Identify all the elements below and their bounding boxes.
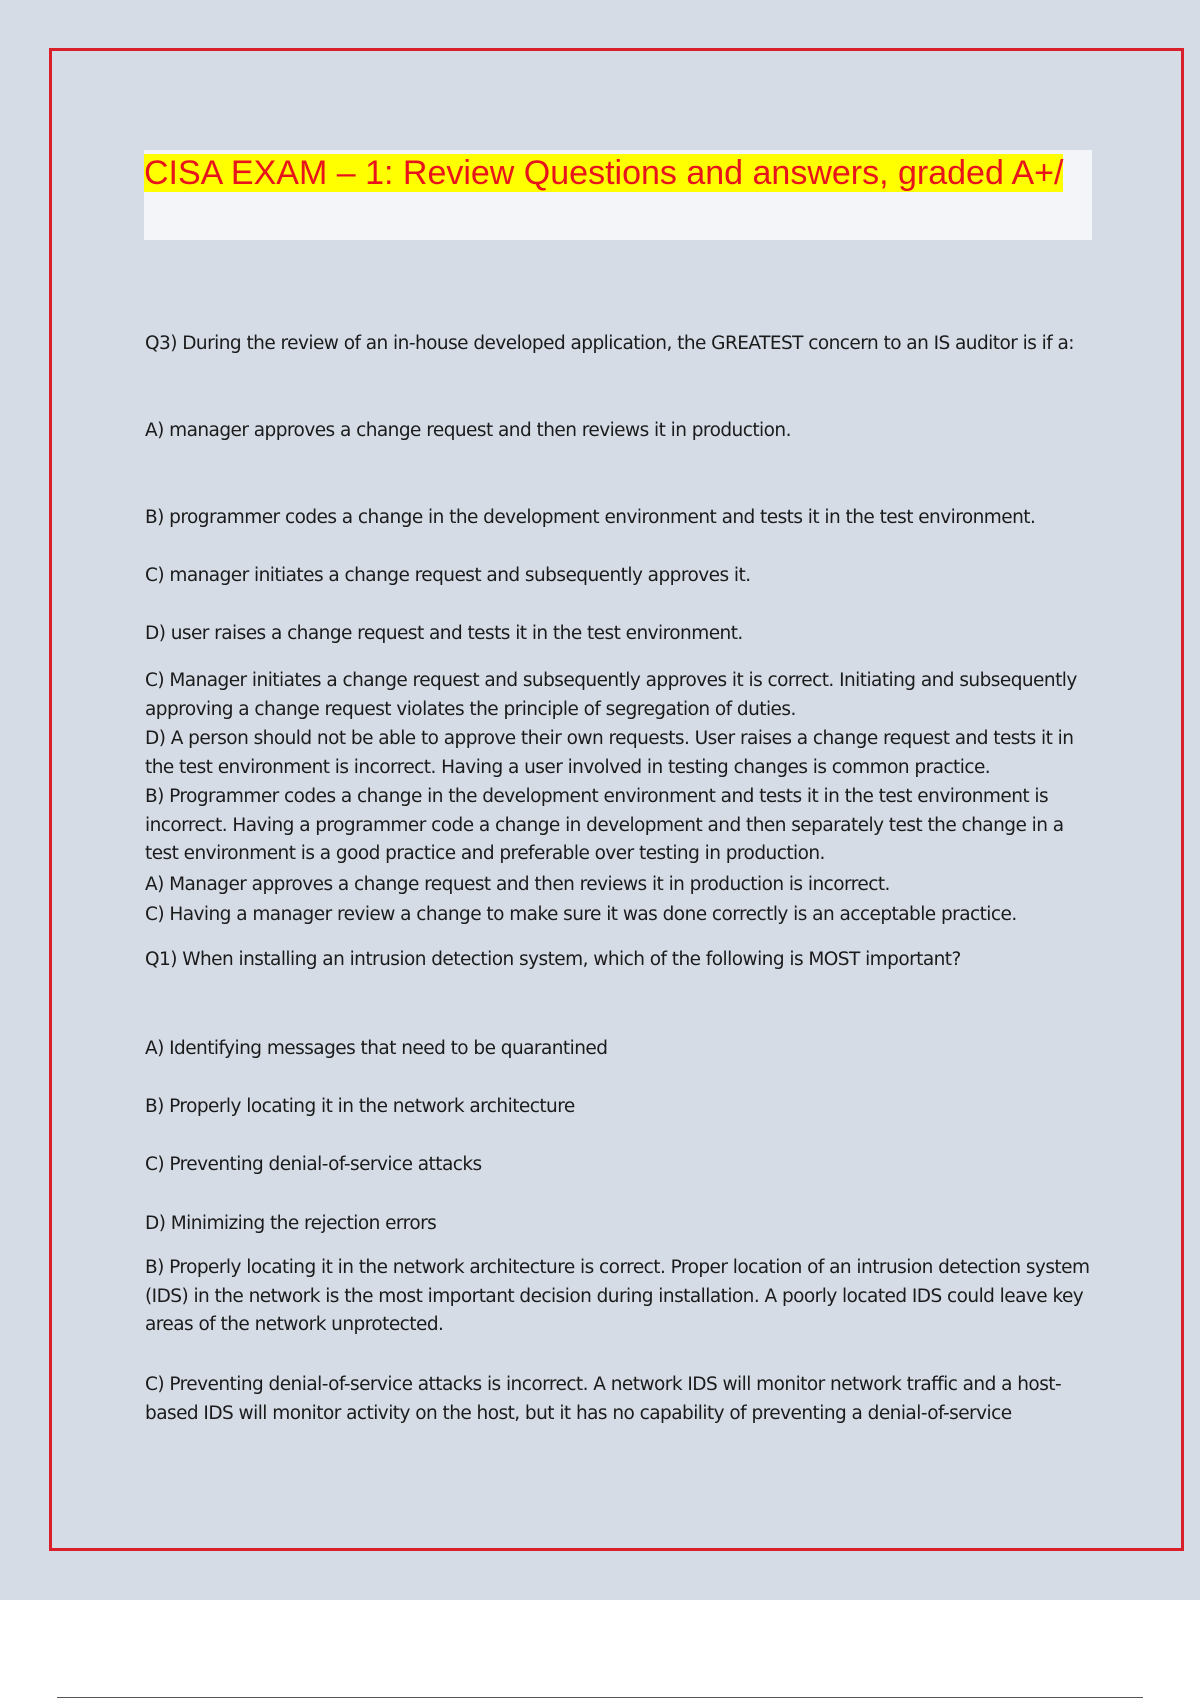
- q3-option-c: C) manager initiates a change request and subsequently approves it.: [145, 565, 751, 586]
- q1-option-b: B) Properly locating it in the network architecture: [145, 1096, 575, 1117]
- q3-option-a: A) manager approves a change request and then reviews it in production.: [145, 420, 791, 441]
- q1-option-a: A) Identifying messages that need to be quarantined: [145, 1038, 608, 1059]
- document-title: [144, 150, 1084, 196]
- q3-explanation-a: A) Manager approves a change request and then reviews it in production is incorrect.: [145, 874, 890, 895]
- q3-explanation-c-review: C) Having a manager review a change to make sure it was done correctly is an acceptable practice.: [145, 904, 1017, 925]
- q1-option-d: D) Minimizing the rejection errors: [145, 1213, 437, 1234]
- q3-explanation-b: B) Programmer codes a change in the development environment and tests it in the test environment is incorrect. Having a programmer code a change in development and then separately test the change in a test environment is a good practice and preferable over testing in production.: [145, 786, 1064, 864]
- q3-option-b: B) programmer codes a change in the development environment and tests it in the test environment.: [145, 507, 1036, 528]
- q3-question: Q3) During the review of an in-house developed application, the GREATEST concern to an IS auditor is if a:: [145, 333, 1074, 354]
- q3-option-d: D) user raises a change request and tests it in the test environment.: [145, 623, 743, 644]
- q1-explanation-c: C) Preventing denial-of-service attacks is incorrect. A network IDS will monitor network traffic and a host-based IDS will monitor activity on the host, but it has no capability of preventing a denial-of-service: [145, 1374, 1062, 1424]
- title-highlight: CISA EXAM – 1: Review Questions and answers, graded A+/: [144, 154, 1064, 192]
- q3-explanation-c: C) Manager initiates a change request and subsequently approves it is correct. Initiating and subsequently approving a change request violates the principle of segregation of duties.: [145, 670, 1077, 720]
- q1-question: Q1) When installing an intrusion detection system, which of the following is MOST important?: [145, 949, 961, 970]
- q3-explanation-d: D) A person should not be able to approve their own requests. User raises a change request and tests it in the test environment is incorrect. Having a user involved in testing changes is common practice.: [145, 728, 1074, 778]
- q1-option-c: C) Preventing denial-of-service attacks: [145, 1154, 482, 1175]
- q1-explanation-b: B) Properly locating it in the network architecture is correct. Proper location of an intrusion detection system (IDS) in the network is the most important decision during installation. A poorly located IDS could leave key areas of the network unprotected.: [145, 1257, 1090, 1335]
- footer-rule: [57, 1697, 1143, 1698]
